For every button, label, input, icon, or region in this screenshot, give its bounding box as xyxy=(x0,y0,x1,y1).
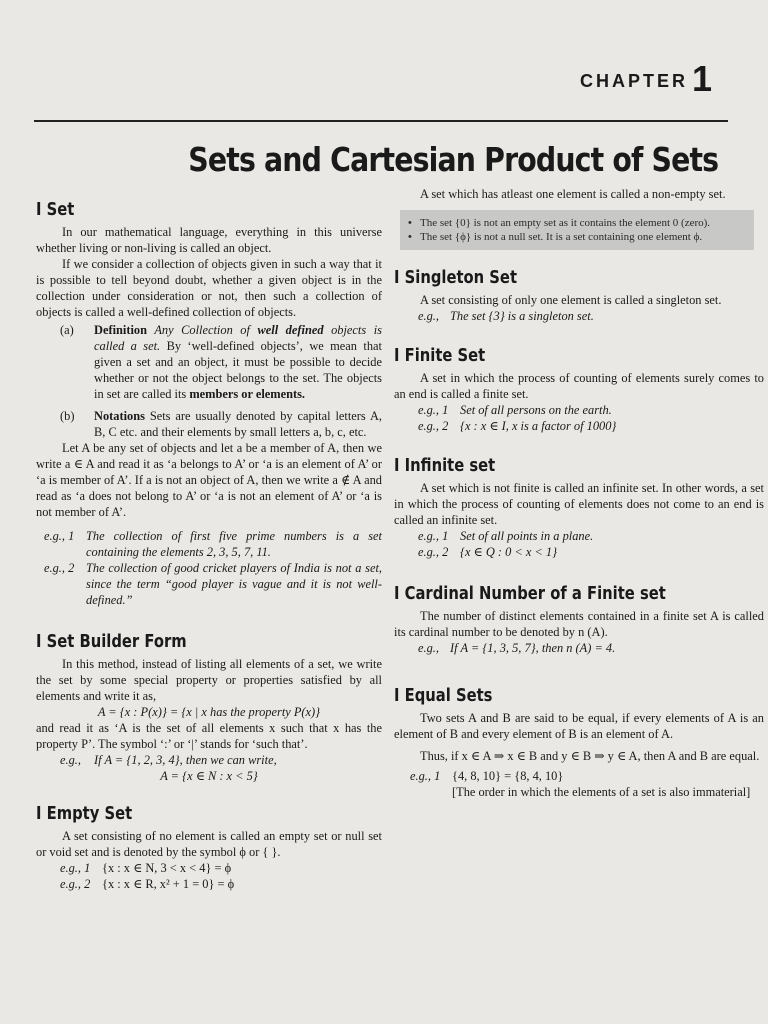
example-label: e.g., 1 xyxy=(60,861,91,875)
note-text: The set {ϕ} is not a null set. It is a set containing one element ϕ. xyxy=(420,231,703,243)
item-label: (a) xyxy=(60,323,74,337)
note-box xyxy=(400,210,754,250)
set-para-2: If we consider a collection of objects given in such a way that it is possible to tell beyond doubt, whether a given object is in the collection under consideration or not, then such a collection of objects is called a well-defined collection of objects. xyxy=(36,257,382,319)
empty-para-1: A set consisting of no element is called an empty set or null set or void set and is denoted by the symbol ϕ or { }. xyxy=(36,829,382,859)
builder-para-1: In this method, instead of listing all elements of a set, we write the set by some special property or properties satisfied by all elements and write it as, xyxy=(36,657,382,703)
example-label: e.g., 1 xyxy=(410,769,441,783)
empty-example-1 xyxy=(36,860,382,876)
builder-example-formula: A = {x ∈ N : x < 5} xyxy=(160,769,258,783)
heading-equal-sets: I Equal Sets xyxy=(394,685,493,706)
page-title: Sets and Cartesian Product of Sets xyxy=(188,140,718,179)
finite-example-2 xyxy=(394,418,764,434)
example-text: {x : x ∈ I, x is a factor of 1000} xyxy=(460,419,617,433)
heading-infinite-set: I Infinite set xyxy=(394,455,496,476)
equal-para-1: Two sets A and B are said to be equal, if every elements of A is an element of B and every element of B is an element of A. xyxy=(394,711,764,741)
text: Any Collection of xyxy=(147,323,258,337)
chapter-number: 1 xyxy=(691,58,712,99)
notation-item xyxy=(36,408,382,440)
left-column xyxy=(36,199,382,892)
example-text: {4, 8, 10} = {8, 4, 10} xyxy=(452,769,564,783)
text-bold: members or elements. xyxy=(189,387,306,401)
example-text: Set of all persons on the earth. xyxy=(460,403,612,417)
text-bold: well defined xyxy=(257,323,324,337)
equal-para-2: Thus, if x ∈ A ⇒ x ∈ B and y ∈ B ⇒ y ∈ A, then A and B are equal. xyxy=(420,749,760,763)
singleton-para: A set consisting of only one element is called a singleton set. xyxy=(420,293,722,307)
example-label: e.g., xyxy=(60,753,81,767)
note-text: The set {0} is not an empty set as it contains the element 0 (zero). xyxy=(420,217,711,229)
bullet-icon: • xyxy=(408,217,412,229)
cardinal-example xyxy=(394,640,764,656)
singleton-example xyxy=(394,308,764,324)
header-rule xyxy=(34,120,728,122)
note-bullet xyxy=(408,230,746,244)
example-text: The collection of good cricket players of India is not a set, since the term “good player is vague and it is not well-defined.” xyxy=(86,561,382,607)
heading-empty-set: I Empty Set xyxy=(36,803,133,824)
heading-finite-set: I Finite Set xyxy=(394,345,486,366)
definition-text xyxy=(94,322,382,402)
example-label: e.g., 2 xyxy=(418,545,449,559)
builder-formula: A = {x : P(x)} = {x | x has the property P(x)} xyxy=(97,705,321,719)
chapter-label xyxy=(580,58,712,100)
builder-para-2: and read it as ‘A is the set of all elements x such that x has the property P’. The symbol ‘:’ or ‘|’ stands for ‘such that’. xyxy=(36,721,382,751)
item-label: (b) xyxy=(60,409,75,423)
example-label: e.g., xyxy=(418,309,439,323)
example-label: e.g., 1 xyxy=(418,529,449,543)
definition-item xyxy=(36,322,382,402)
set-para-1: In our mathematical language, everything in this universe whether living or non-living is called an object. xyxy=(36,225,382,255)
example-text: If A = {1, 2, 3, 4}, then we can write, xyxy=(94,753,277,767)
infinite-example-2 xyxy=(394,544,764,560)
example-label: e.g., 2 xyxy=(44,561,75,575)
heading-cardinal-number: I Cardinal Number of a Finite set xyxy=(394,583,666,604)
example-text: Set of all points in a plane. xyxy=(460,529,594,543)
example-label: e.g., 2 xyxy=(60,877,91,891)
example-text: The collection of first five prime numbers is a set containing the elements 2, 3, 5, 7, 11. xyxy=(86,529,382,559)
example-text: If A = {1, 3, 5, 7}, then n (A) = 4. xyxy=(450,641,616,655)
term: Definition xyxy=(94,323,148,337)
equal-example xyxy=(394,768,764,784)
example-text: {x : x ∈ R, x² + 1 = 0} = ϕ xyxy=(102,877,235,891)
notation-text xyxy=(94,408,382,440)
set-para-3: Let A be any set of objects and let a be a member of A, then we write a ∈ A and read it as ‘a belongs to A’ or ‘a is an element of A’ or ‘a is member of A’. If a is not an object of A, then we write a ∉ A and read as ‘a does not belong to A’ or ‘a is not an element of A’ or ‘a is not member of A’. xyxy=(36,441,382,519)
term: Notations xyxy=(94,409,145,423)
heading-set: I Set xyxy=(36,199,75,220)
finite-para: A set in which the process of counting of elements surely comes to an end is called a finite set. xyxy=(394,371,764,401)
set-example-1 xyxy=(36,528,382,560)
bullet-icon: • xyxy=(408,231,412,243)
example-label: e.g., 2 xyxy=(418,419,449,433)
infinite-para: A set which is not finite is called an infinite set. In other words, a set in which the process of counting of elements does not come to an end is called an infinite set. xyxy=(394,481,764,527)
chapter-word: CHAPTER xyxy=(579,71,688,91)
text: Sets are usually denoted by capital letters A, B, C etc. and their elements by small letters a, b, c, etc. xyxy=(94,409,382,439)
right-column xyxy=(394,186,764,800)
example-label: e.g., 1 xyxy=(44,529,75,543)
text: objects is called a set. xyxy=(94,323,382,353)
note-bullet xyxy=(408,216,746,230)
heading-singleton-set: I Singleton Set xyxy=(394,267,518,288)
empty-example-2 xyxy=(36,876,382,892)
example-label: e.g., xyxy=(418,641,439,655)
equal-note: [The order in which the elements of a set is also immaterial] xyxy=(452,785,751,799)
example-text: The set {3} is a singleton set. xyxy=(450,309,594,323)
builder-example xyxy=(36,752,382,768)
set-example-2 xyxy=(36,560,382,608)
infinite-example-1 xyxy=(394,528,764,544)
example-text: {x : x ∈ N, 3 < x < 4} = ϕ xyxy=(102,861,232,875)
example-text: {x ∈ Q : 0 < x < 1} xyxy=(460,545,558,559)
text: By ‘well-defined objects’, we mean that given a set and an object, it must be possible to decide whether or not the object belongs to the set. The objects in set are called its xyxy=(94,339,382,401)
example-label: e.g., 1 xyxy=(418,403,449,417)
finite-example-1 xyxy=(394,402,764,418)
cardinal-para: The number of distinct elements contained in a finite set A is called its cardinal number to be denoted by n (A). xyxy=(394,609,764,639)
heading-set-builder: I Set Builder Form xyxy=(36,631,187,652)
nonempty-para: A set which has atleast one element is called a non-empty set. xyxy=(420,187,726,201)
